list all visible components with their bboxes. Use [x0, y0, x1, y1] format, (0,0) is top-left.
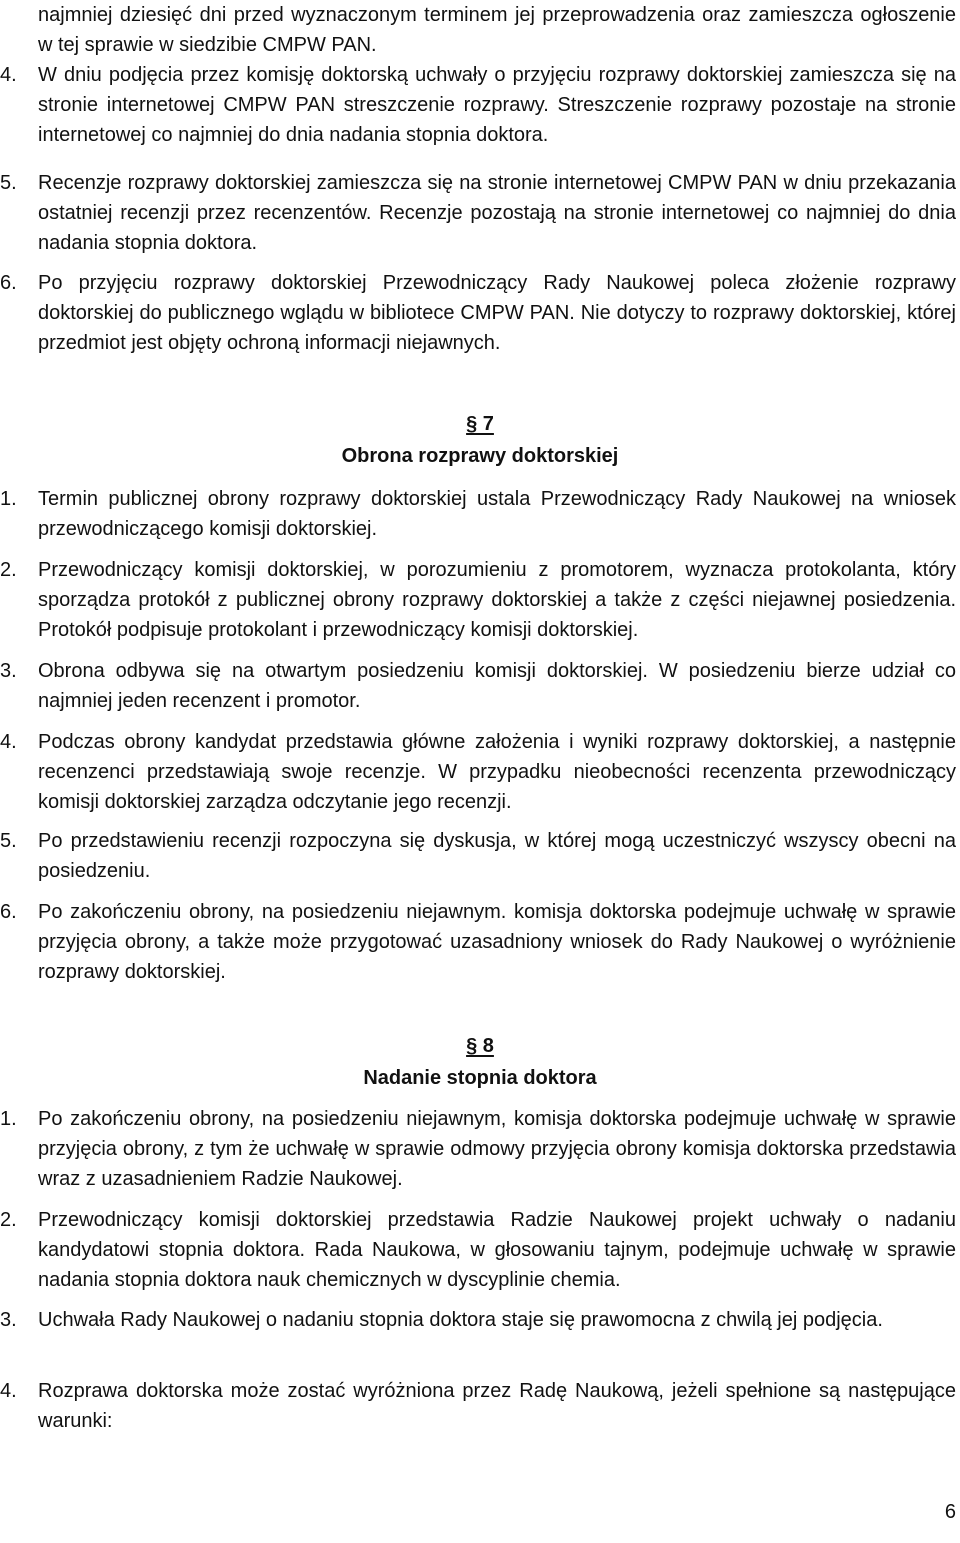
item-text: Recenzje rozprawy doktorskiej zamieszcza się na stronie internetowej CMPW PAN w dniu przekazania ostatniej recenzji przez recenzentów. Recenzje pozostają na stronie internetowej co najmniej do dnia nadania stopnia doktora.: [38, 172, 956, 254]
continuation-paragraph: [0, 0, 960, 60]
item-text: Po przedstawieniu recenzji rozpoczyna się dyskusja, w której mogą uczestniczyć wszyscy obecni na posiedzeniu.: [38, 830, 956, 882]
item-text: Po zakończeniu obrony, na posiedzeniu niejawnym. komisja doktorska podejmuje uchwałę w sprawie przyjęcia obrony, a także może przygotować uzasadniony wniosek do Rady Naukowej o wyróżnienie rozprawy doktorskiej.: [38, 901, 956, 983]
item-number: 4.: [0, 64, 17, 86]
item-number: 6.: [0, 901, 17, 923]
item-number: 4.: [0, 1380, 17, 1402]
item-number: 5.: [0, 172, 17, 194]
item-number: 3.: [0, 1309, 17, 1331]
item-text: Uchwała Rady Naukowej o nadaniu stopnia doktora staje się prawomocna z chwilą jej podjęcia.: [38, 1309, 883, 1331]
s7-item-5: [0, 826, 960, 886]
s7-item-3: [0, 656, 960, 716]
item-number: 2.: [0, 559, 17, 581]
section-number: § 8: [466, 1035, 494, 1057]
item-number: 2.: [0, 1209, 17, 1231]
s6-item-5: [0, 168, 960, 258]
section-8-heading: [0, 1030, 960, 1094]
s8-item-1: [0, 1104, 960, 1194]
item-text: Rozprawa doktorska może zostać wyróżniona przez Radę Naukową, jeżeli spełnione są następujące warunki:: [38, 1380, 956, 1432]
s7-item-4: [0, 727, 960, 817]
item-text: Termin publicznej obrony rozprawy doktorskiej ustala Przewodniczący Rady Naukowej na wniosek przewodniczącego komisji doktorskiej.: [38, 488, 956, 540]
section-number: § 7: [466, 413, 494, 435]
item-text: Przewodniczący komisji doktorskiej przedstawia Radzie Naukowej projekt uchwały o nadaniu kandydatowi stopnia doktora. Rada Naukowa, w głosowaniu tajnym, podejmuje uchwałę w sprawie nadania stopnia doktora nauk chemicznych w dyscyplinie chemia.: [38, 1209, 956, 1291]
s8-item-3: [0, 1305, 960, 1335]
s7-item-6: [0, 897, 960, 987]
s7-item-1: [0, 484, 960, 544]
item-number: 6.: [0, 272, 17, 294]
item-number: 1.: [0, 1108, 17, 1130]
section-7-heading: [0, 408, 960, 472]
item-text: Podczas obrony kandydat przedstawia główne założenia i wyniki rozprawy doktorskiej, a następnie recenzenci przedstawiają swoje recenzje. W przypadku nieobecności recenzenta przewodniczący komisji doktorskiej zarządza odczytanie jego recenzji.: [38, 731, 956, 813]
s8-item-2: [0, 1205, 960, 1295]
item-number: 3.: [0, 660, 17, 682]
item-text: Po zakończeniu obrony, na posiedzeniu niejawnym, komisja doktorska podejmuje uchwałę w sprawie przyjęcia obrony, z tym że uchwałę w sprawie odmowy przyjęcia obrony komisja doktorska przedstawia wraz z uzasadnieniem Radzie Naukowej.: [38, 1108, 956, 1190]
item-number: 4.: [0, 731, 17, 753]
item-number: 1.: [0, 488, 17, 510]
item-text: Przewodniczący komisji doktorskiej, w porozumieniu z promotorem, wyznacza protokolanta, który sporządza protokół z publicznej obrony rozprawy doktorskiej a także z części niejawnej posiedzenia. Protokół podpisuje protokolant i przewodniczący komisji doktorskiej.: [38, 559, 956, 641]
item-number: 5.: [0, 830, 17, 852]
item-text: Obrona odbywa się na otwartym posiedzeniu komisji doktorskiej. W posiedzeniu bierze udział co najmniej jeden recenzent i promotor.: [38, 660, 956, 712]
item-text: W dniu podjęcia przez komisję doktorską uchwały o przyjęciu rozprawy doktorskiej zamieszcza się na stronie internetowej CMPW PAN streszczenie rozprawy. Streszczenie rozprawy pozostaje na stronie internetowej co najmniej do dnia nadania stopnia doktora.: [38, 64, 956, 146]
continuation-text: najmniej dziesięć dni przed wyznaczonym terminem jej przeprowadzenia oraz zamieszcza ogłoszenie w tej sprawie w siedzibie CMPW PAN.: [38, 4, 956, 56]
s7-item-2: [0, 555, 960, 645]
page-number: 6: [944, 1501, 956, 1523]
item-text: Po przyjęciu rozprawy doktorskiej Przewodniczący Rady Naukowej poleca złożenie rozprawy doktorskiej do publicznego wglądu w bibliotece CMPW PAN. Nie dotyczy to rozprawy doktorskiej, której przedmiot jest objęty ochroną informacji niejawnych.: [38, 272, 956, 354]
s8-item-4: [0, 1376, 960, 1436]
s6-item-4: [0, 60, 960, 150]
section-title: Nadanie stopnia doktora: [363, 1067, 597, 1089]
s6-item-6: [0, 268, 960, 358]
section-title: Obrona rozprawy doktorskiej: [341, 445, 619, 467]
